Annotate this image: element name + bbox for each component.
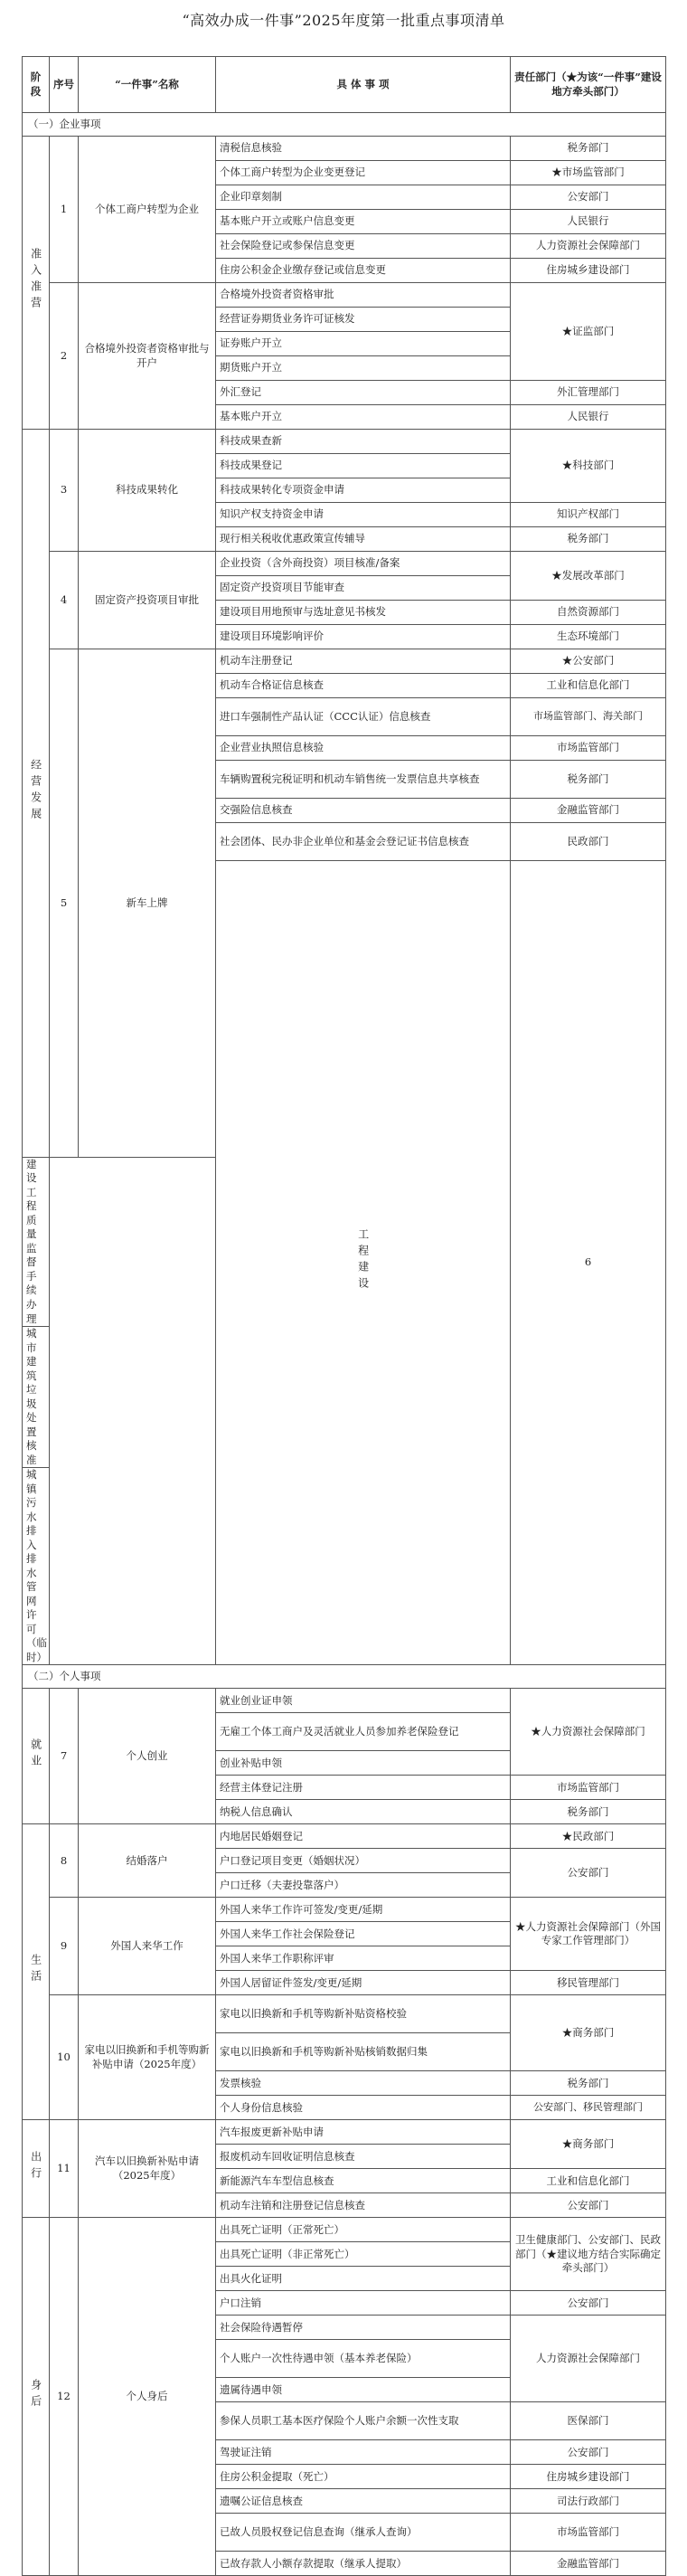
item-cell: 建设工程质量监督手续办理 <box>23 1157 50 1326</box>
item-cell: 出具死亡证明（正常死亡） <box>216 2218 511 2242</box>
dept-cell: ★证监部门 <box>511 283 666 381</box>
dept-cell: 人民银行 <box>511 405 666 430</box>
item-cell: 清税信息核验 <box>216 137 511 161</box>
table-row <box>23 137 666 161</box>
dept-cell: 人力资源社会保障部门 <box>511 234 666 259</box>
matter-name: 个体工商户转型为企业 <box>79 137 216 283</box>
item-cell: 基本账户开立 <box>216 405 511 430</box>
dept-cell: 市场监管部门 <box>511 1776 666 1800</box>
dept-cell: 税务部门 <box>511 761 666 799</box>
dept-cell: 金融监管部门 <box>511 799 666 823</box>
item-cell: 城镇污水排入排水管网许可（临时） <box>23 1468 50 1665</box>
header-no: 序号 <box>50 57 79 113</box>
item-cell: 已故存款人小额存款提取（继承人提取） <box>216 2552 511 2576</box>
item-cell: 企业投资（含外商投资）项目核准/备案 <box>216 552 511 576</box>
item-cell: 户口迁移（夫妻投靠落户） <box>216 1873 511 1898</box>
section-title: （一）企业事项 <box>23 113 666 137</box>
dept-cell: ★市场监管部门 <box>511 161 666 185</box>
item-cell: 家电以旧换新和手机等购新补贴资格校验 <box>216 1995 511 2033</box>
item-cell: 家电以旧换新和手机等购新补贴核销数据归集 <box>216 2033 511 2071</box>
item-cell: 遗属待遇申领 <box>216 2378 511 2402</box>
dept-cell: 税务部门 <box>511 1800 666 1824</box>
table-row <box>23 649 666 674</box>
dept-cell: ★商务部门 <box>511 2120 666 2169</box>
matter-no: 1 <box>50 137 79 283</box>
matter-name: 新车上牌 <box>79 649 216 1158</box>
item-cell: 企业印章刻制 <box>216 185 511 210</box>
dept-cell: 人力资源社会保障部门 <box>511 2316 666 2402</box>
stage-cell: 生活 <box>23 1824 50 2120</box>
dept-cell: 公安部门 <box>511 2193 666 2218</box>
header-name: “一件事”名称 <box>79 57 216 113</box>
dept-cell: 生态环境部门 <box>511 625 666 649</box>
dept-cell: ★民政部门 <box>511 1824 666 1849</box>
item-cell: 汽车报废更新补贴申请 <box>216 2120 511 2145</box>
dept-cell: ★人力资源社会保障部门 <box>511 1689 666 1776</box>
dept-cell: 外汇管理部门 <box>511 381 666 405</box>
matter-name: 结婚落户 <box>79 1824 216 1898</box>
item-cell: 固定资产投资项目节能审查 <box>216 576 511 601</box>
matter-name: 个人身后 <box>79 2218 216 2576</box>
item-cell: 个体工商户转型为企业变更登记 <box>216 161 511 185</box>
dept-cell: 公安部门 <box>511 1849 666 1898</box>
item-cell: 户口注销 <box>216 2291 511 2316</box>
matter-no: 8 <box>50 1824 79 1898</box>
matter-no: 12 <box>50 2218 79 2576</box>
table-row <box>23 2218 666 2242</box>
matter-no: 2 <box>50 283 79 430</box>
item-cell: 城市建筑垃圾处置核准 <box>23 1327 50 1468</box>
dept-cell: 住房城乡建设部门 <box>511 259 666 283</box>
table-header-row <box>23 57 666 113</box>
item-cell: 外国人来华工作职称评审 <box>216 1946 511 1971</box>
item-cell: 无雇工个体工商户及灵活就业人员参加养老保险登记 <box>216 1713 511 1751</box>
dept-cell: 公安部门 <box>511 2440 666 2465</box>
dept-cell: 税务部门 <box>511 137 666 161</box>
item-cell: 建设项目用地预审与选址意见书核发 <box>216 601 511 625</box>
item-cell: 新能源汽车车型信息核查 <box>216 2169 511 2193</box>
dept-cell: 司法行政部门 <box>511 2489 666 2514</box>
matter-name: 固定资产投资项目审批 <box>79 552 216 649</box>
matter-name: 科技成果转化 <box>79 430 216 552</box>
matter-name: 汽车以旧换新补贴申请（2025年度） <box>79 2120 216 2218</box>
table-row <box>23 430 666 454</box>
item-cell: 就业创业证申领 <box>216 1689 511 1713</box>
item-cell: 住房公积金提取（死亡） <box>216 2465 511 2489</box>
dept-cell: 市场监管部门、海关部门 <box>511 698 666 736</box>
item-cell: 创业补贴申领 <box>216 1751 511 1776</box>
item-cell: 机动车合格证信息核查 <box>216 674 511 698</box>
item-cell: 科技成果查新 <box>216 430 511 454</box>
dept-cell: 税务部门 <box>511 2071 666 2096</box>
item-cell: 社会保险登记或参保信息变更 <box>216 234 511 259</box>
item-cell: 基本账户开立或账户信息变更 <box>216 210 511 234</box>
dept-cell: 金融监管部门 <box>511 2552 666 2576</box>
page-title: “高效办成一件事”2025年度第一批重点事项清单 <box>182 12 505 29</box>
item-cell: 遗嘱公证信息核查 <box>216 2489 511 2514</box>
item-cell: 机动车注册登记 <box>216 649 511 674</box>
header-dept: 责任部门（★为该“一件事”建设地方牵头部门） <box>511 57 666 113</box>
stage-cell: 工程建设 <box>216 861 511 1665</box>
dept-cell: 公安部门 <box>511 185 666 210</box>
item-cell: 报废机动车回收证明信息核查 <box>216 2145 511 2169</box>
item-cell: 建设项目环境影响评价 <box>216 625 511 649</box>
dept-cell: 医保部门 <box>511 2402 666 2440</box>
item-cell: 车辆购置税完税证明和机动车销售统一发票信息共享核查 <box>216 761 511 799</box>
dept-cell: ★科技部门 <box>511 430 666 503</box>
item-cell: 外国人来华工作社会保险登记 <box>216 1922 511 1946</box>
dept-cell: 移民管理部门 <box>511 1971 666 1995</box>
dept-cell: 人民银行 <box>511 210 666 234</box>
item-cell: 期货账户开立 <box>216 356 511 381</box>
item-cell: 个人身份信息核验 <box>216 2096 511 2120</box>
table-row <box>23 1898 666 1922</box>
item-cell: 合格境外投资者资格审批 <box>216 283 511 308</box>
item-cell: 住房公积金企业缴存登记或信息变更 <box>216 259 511 283</box>
dept-cell: 公安部门、移民管理部门 <box>511 2096 666 2120</box>
dept-cell: 工业和信息化部门 <box>511 674 666 698</box>
item-cell: 户口登记项目变更（婚姻状况） <box>216 1849 511 1873</box>
item-cell: 个人账户一次性待遇申领（基本养老保险） <box>216 2340 511 2378</box>
table-row <box>23 1995 666 2033</box>
dept-cell: 自然资源部门 <box>511 601 666 625</box>
dept-cell: ★公安部门 <box>511 649 666 674</box>
stage-cell: 身后 <box>23 2218 50 2576</box>
dept-cell: 卫生健康部门、公安部门、民政部门（★建议地方结合实际确定牵头部门） <box>511 2218 666 2291</box>
section-row <box>23 113 666 137</box>
table-row <box>23 1824 666 1849</box>
item-cell: 现行相关税收优惠政策宣传辅导 <box>216 527 511 552</box>
item-cell: 社会团体、民办非企业单位和基金会登记证书信息核查 <box>216 823 511 861</box>
matter-no: 7 <box>50 1689 79 1824</box>
matter-no: 5 <box>50 649 79 1158</box>
item-cell: 经营证券期货业务许可证核发 <box>216 308 511 332</box>
stage-cell: 出行 <box>23 2120 50 2218</box>
stage-cell: 准入准营 <box>23 137 50 430</box>
stage-cell: 经营发展 <box>23 430 50 1158</box>
matter-no: 3 <box>50 430 79 552</box>
item-cell: 内地居民婚姻登记 <box>216 1824 511 1849</box>
dept-cell: 知识产权部门 <box>511 503 666 527</box>
dept-cell: 市场监管部门 <box>511 736 666 761</box>
table-row <box>23 1689 666 1713</box>
table-row <box>23 2120 666 2145</box>
item-cell: 出具火化证明 <box>216 2267 511 2291</box>
item-cell: 机动车注销和注册登记信息核查 <box>216 2193 511 2218</box>
table-row <box>23 283 666 308</box>
dept-cell: 税务部门 <box>511 527 666 552</box>
header-items: 具 体 事 项 <box>216 57 511 113</box>
item-cell: 纳税人信息确认 <box>216 1800 511 1824</box>
section-title: （二）个人事项 <box>23 1665 666 1689</box>
matter-no: 9 <box>50 1898 79 1995</box>
item-cell: 外国人居留证件签发/变更/延期 <box>216 1971 511 1995</box>
item-cell: 科技成果登记 <box>216 454 511 478</box>
dept-cell: 公安部门 <box>511 2291 666 2316</box>
matter-no: 4 <box>50 552 79 649</box>
item-cell: 交强险信息核查 <box>216 799 511 823</box>
matter-name: 合格境外投资者资格审批与开户 <box>79 283 216 430</box>
header-stage: 阶段 <box>23 57 50 113</box>
item-cell: 社会保险待遇暂停 <box>216 2316 511 2340</box>
item-cell: 进口车强制性产品认证（CCC认证）信息核查 <box>216 698 511 736</box>
matter-no: 10 <box>50 1995 79 2120</box>
matter-name: 家电以旧换新和手机等购新补贴申请（2025年度） <box>79 1995 216 2120</box>
matter-no: 11 <box>50 2120 79 2218</box>
table-row <box>23 552 666 576</box>
item-cell: 驾驶证注销 <box>216 2440 511 2465</box>
dept-cell: ★发展改革部门 <box>511 552 666 601</box>
item-cell: 经营主体登记注册 <box>216 1776 511 1800</box>
dept-cell: 工业和信息化部门 <box>511 2169 666 2193</box>
item-cell: 已故人员股权登记信息查询（继承人查询） <box>216 2514 511 2552</box>
dept-cell: 市场监管部门 <box>511 2514 666 2552</box>
dept-cell: 民政部门 <box>511 823 666 861</box>
item-cell: 外汇登记 <box>216 381 511 405</box>
item-cell: 证券账户开立 <box>216 332 511 356</box>
matter-name: 个人创业 <box>79 1689 216 1824</box>
matter-name: 外国人来华工作 <box>79 1898 216 1995</box>
item-cell: 企业营业执照信息核验 <box>216 736 511 761</box>
item-cell: 外国人来华工作许可签发/变更/延期 <box>216 1898 511 1922</box>
item-cell: 知识产权支持资金申请 <box>216 503 511 527</box>
item-cell: 参保人员职工基本医疗保险个人账户余额一次性支取 <box>216 2402 511 2440</box>
matter-no: 6 <box>511 861 666 1665</box>
section-row <box>23 1665 666 1689</box>
stage-cell: 就业 <box>23 1689 50 1824</box>
dept-cell: ★人力资源社会保障部门（外国专家工作管理部门） <box>511 1898 666 1971</box>
dept-cell: 住房城乡建设部门 <box>511 2465 666 2489</box>
item-cell: 科技成果转化专项资金申请 <box>216 478 511 503</box>
matters-table <box>22 56 666 2576</box>
item-cell: 出具死亡证明（非正常死亡） <box>216 2242 511 2267</box>
item-cell: 发票核验 <box>216 2071 511 2096</box>
dept-cell: ★商务部门 <box>511 1995 666 2071</box>
